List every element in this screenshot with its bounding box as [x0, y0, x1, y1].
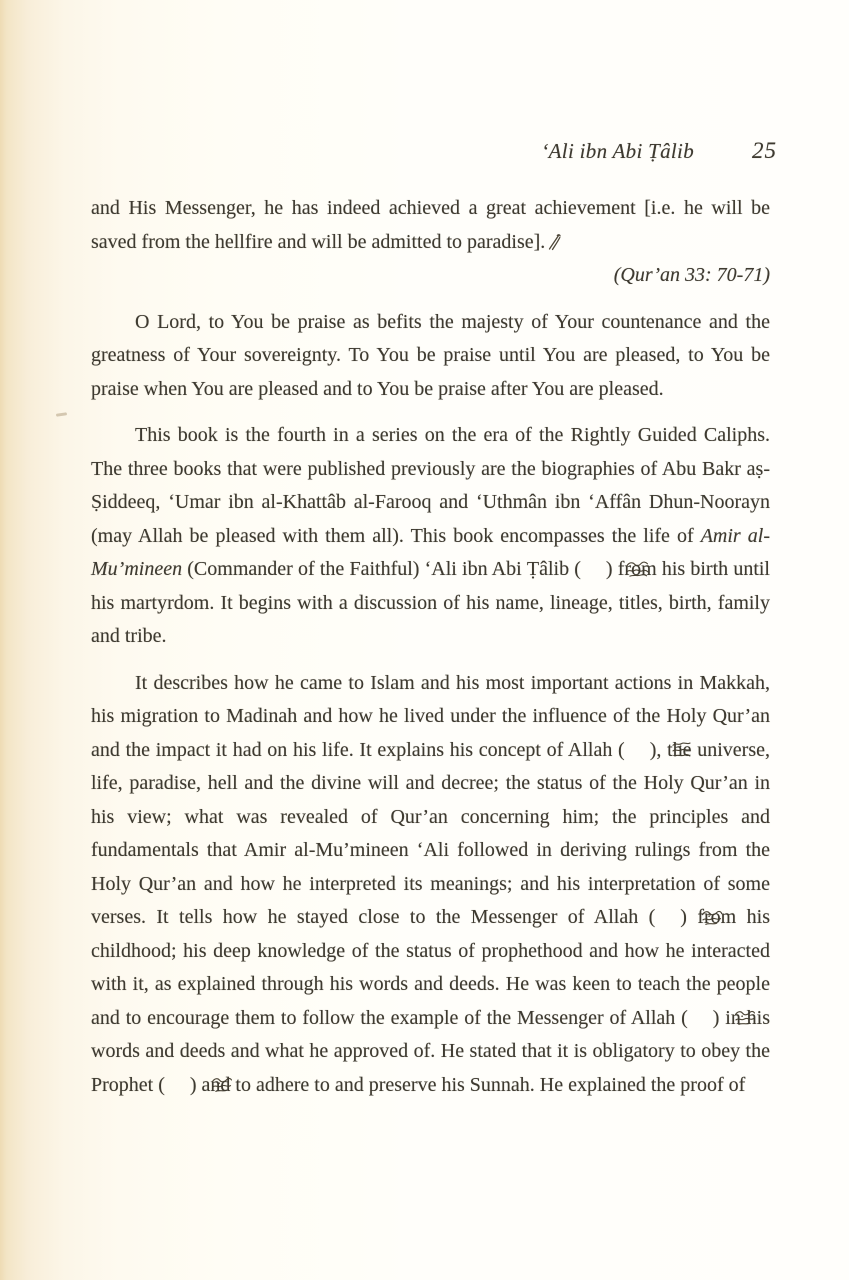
- text-segment: ), the universe, life, paradise, hell and the divine will and decree; the status of the Holy Qur’an in his view; what was revealed of Qur’an concerning him; the principles and fundamentals that Amir al-Mu’mineen ‘Ali followed in deriving rulings from the Holy Qur’an and how he interpreted its meanings; and his interpretation of some verses. It tells how he stayed close to the Messenger of Allah (: [91, 738, 770, 928]
- text-segment: ) in his words and deeds and what he approved of. He stated that it is obligatory to obey the Prophet (: [91, 1006, 770, 1096]
- scan-artifact-mark: [56, 412, 67, 417]
- text-segment: (Qur’an 33: 70-71): [613, 264, 770, 286]
- page-body: [91, 192, 770, 1102]
- book-description-paragraph: [91, 667, 770, 1103]
- salla-allahu-alayhi-wa-sallam-icon: [165, 1075, 190, 1094]
- quran-reference: [91, 259, 770, 293]
- text-segment: ) from his childhood; his deep knowledge of the status of prophethood and how he interacted with it, as explained through his words and deeds. He was keen to teach the people and to encourage them to follow the example of the Messenger of Allah (: [91, 906, 770, 1029]
- quote-continuation: [91, 192, 770, 259]
- subhanahu-wa-taala-icon: [625, 740, 650, 759]
- series-overview-paragraph: [91, 419, 770, 654]
- page-number: 25: [752, 138, 777, 163]
- running-header: [90, 138, 777, 164]
- text-segment: ) from his birth until his martyrdom. It begins with a discussion of his name, lineage, titles, birth, family and tribe.: [91, 558, 770, 647]
- salla-allahu-alayhi-wa-sallam-icon: [688, 1008, 713, 1027]
- running-header-title: ‘Ali ibn Abi Ṭâlib: [541, 139, 694, 163]
- text-segment: and His Messenger, he has indeed achieved a great achievement [i.e. he will be saved from the hellfire and will be admitted to paradise].: [91, 197, 770, 253]
- text-segment: ) and to adhere to and preserve his Sunnah. He explained the proof of: [189, 1073, 746, 1096]
- ayah-end-ornament-icon: [547, 232, 561, 252]
- text-segment: Amir al-Mu’mineen: [91, 524, 771, 580]
- radi-allahu-anhu-icon: [581, 560, 606, 579]
- text-segment: O Lord, to You be praise as befits the majesty of Your countenance and the greatness of Your sovereignty. To You be praise until You are pleased, to You be praise when You are pleased and to You be praise after You are pleased.: [91, 310, 770, 400]
- text-segment: (Commander of the Faithful) ‘Ali ibn Abi Ṭâlib (: [182, 558, 581, 580]
- praise-paragraph: [91, 306, 770, 407]
- text-segment: It describes how he came to Islam and his most important actions in Makkah, his migration to Madinah and how he lived under the influence of the Holy Qur’an and the impact it had on his life. It explains his concept of Allah (: [91, 671, 770, 761]
- salla-allahu-alayhi-wa-sallam-icon: [655, 908, 680, 927]
- text-segment: This book is the fourth in a series on the era of the Rightly Guided Caliphs. The three books that were published previously are the biographies of Abu Bakr aṣ-Ṣiddeeq, ‘Umar ibn al-Khattâb al-Farooq and ‘Uthmân ibn ‘Affân Dhun-Noorayn (may Allah be pleased with them all). This book encompasses the life of: [91, 424, 770, 547]
